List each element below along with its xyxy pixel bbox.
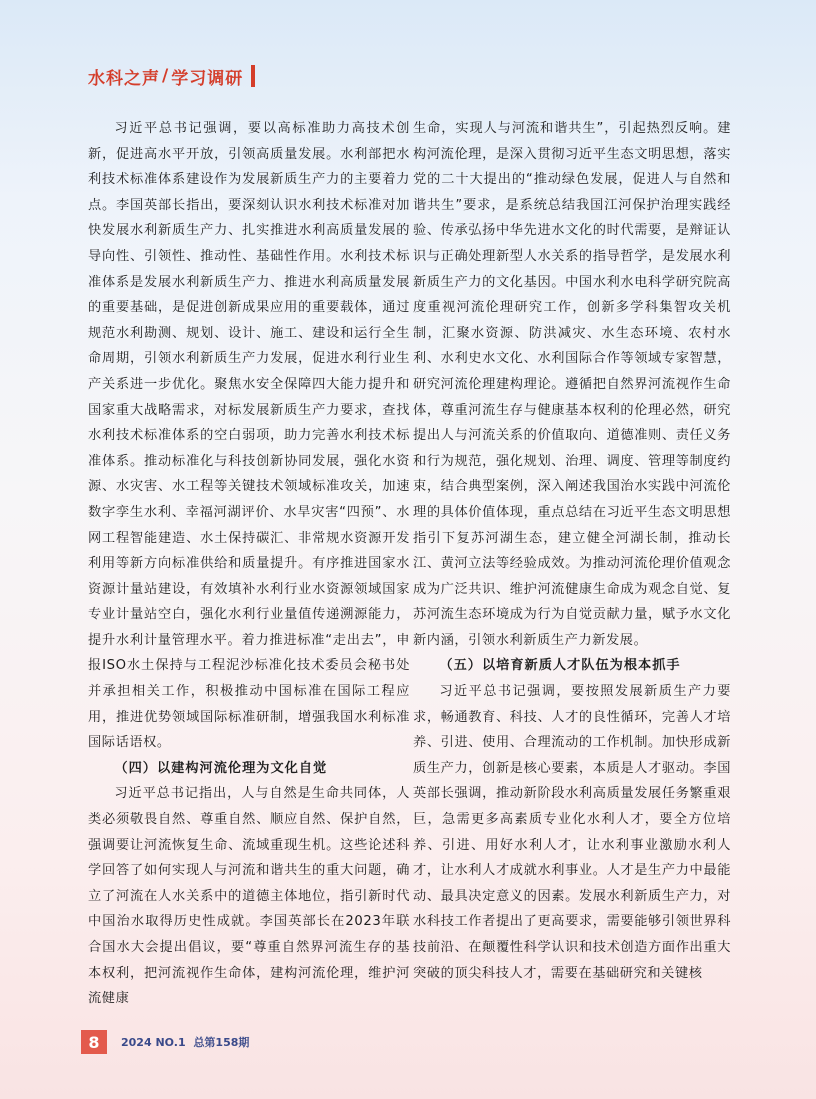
paragraph-standards: 习近平总书记强调，要以高标准助力高技术创新，促进高水平开放，引领高质量发展。水利部把水利技术标准体系建设作为发展新质生产力的主要着力点。李国英部长指出，要深刻认识水利技术标准对加快发展水利新质生产力、扎实推进水利高质量发展的导向性、引领性、推动性、基础性作用。水利技术标准体系是发展水利新质生产力、推进水利高质量发展的重要基础，是促进创新成果应用的重要载体，通过规范水利勘测、规划、设计、施工、建设和运行全生命周期，引领水利新质生产力发展，促进水利行业生产关系进一步优化。聚焦水安全保障四大能力提升和国家重大战略需求，对标发展新质生产力要求，查找水利技术标准体系的空白弱项，助力完善水利技术标准体系。推动标准化与科技创新协同发展，强化水资源、水灾害、水工程等关键技术领域标准攻关，加速数字孪生水利、幸福河湖评价、水旱灾害“四预”、水网工程智能建造、水土保持碳汇、非常规水资源开发利用等新方向标准供给和质量提升。有序推进国家水资源计量站建设，有效填补水利行业水资源领域国家专业计量站空白，强化水利行业量值传递溯源能力，提升水利计量管理水平。着力推进标准“走出去”，申报ISO水土保持与工程泥沙标准化技术委员会秘书处并承担相关工作，积极推动中国标准在国际工程应用，推进优势领域国际标准研制，增强我国水利标准国际话语权。 xyxy=(88,121,410,751)
heading-river-ethics: （四）以建构河流伦理为文化自觉 xyxy=(114,760,328,776)
year-issue: 2024 NO.1 xyxy=(121,1036,186,1049)
page-footer xyxy=(81,1030,253,1054)
section-name: 学习调研 xyxy=(171,68,244,89)
section-header xyxy=(88,63,255,89)
right-column xyxy=(413,116,731,986)
paragraph-river-ethics-continued: 生命，实现人与河流和谐共生”，引起热烈反响。建构河流伦理，是深入贯彻习近平生态文明思想，落实党的二十大提出的“推动绿色发展，促进人与自然和谐共生”要求，是系统总结我国江河保护治理实践经验、传承弘扬中华先进水文化的时代需要，是辩证认识与正确处理新型人水关系的指导哲学，是发展水利新质生产力的文化基因。中国水利水电科学研究院高度重视河流伦理研究工作，创新多学科集智攻关机制，汇聚水资源、防洪减灾、水生态环境、农村水利、水利史水文化、水利国际合作等领域专家智慧，研究河流伦理建构理论。遵循把自然界河流视作生命体，尊重河流生存与健康基本权利的伦理必然，研究提出人与河流关系的价值取向、道德准则、责任义务和行为规范，强化规划、治理、调度、管理等制度约束，结合典型案例，深入阐述我国治水实践中河流伦理的具体价值体现，重点总结在习近平生态文明思想指引下复苏河湖生态，建立健全河湖长制，推动长江、黄河立法等经验成效。为推动河流伦理价值观念成为广泛共识、维护河流健康生命成为观念自觉、复苏河流生态环境成为行为自觉贡献力量，赋予水文化新内涵，引领水利新质生产力新发展。 xyxy=(413,121,731,648)
total-issue: 总第158期 xyxy=(193,1036,250,1049)
paragraph-talent: 习近平总书记强调，要按照发展新质生产力要求，畅通教育、科技、人才的良性循环，完善人才培养、引进、使用、合理流动的工作机制。加快形成新质生产力，创新是核心要素，本质是人才驱动。李国英部长强调，推动新阶段水利高质量发展任务繁重艰巨，急需更多高素质专业化水利人才，要全方位培养、引进、用好水利人才，让水利事业激励水利人才，让水利人才成就水利事业。人才是生产力中最能动、最具决定意义的因素。发展水利新质生产力，对水科技工作者提出了更高要求，需要能够引领世界科技前沿、在颠覆性科学认识和技术创造方面作出重大突破的顶尖科技人才，需要在基础研究和关键核 xyxy=(413,684,731,981)
page-number: 8 xyxy=(81,1030,107,1054)
issue-info xyxy=(121,1034,253,1050)
left-column xyxy=(88,116,410,1012)
header-accent-bar xyxy=(251,65,255,87)
magazine-column-name: 水科之声 xyxy=(88,68,160,89)
paragraph-river-ethics: 习近平总书记指出，人与自然是生命共同体，人类必须敬畏自然、尊重自然、顺应自然、保护自然，强调要让河流恢复生命、流域重现生机。这些论述科学回答了如何实现人与河流和谐共生的重大问题，确立了河流在人水关系中的道德主体地位，指引新时代中国治水取得历史性成就。李国英部长在2023年联合国水大会提出倡议，要“尊重自然界河流生存的基本权利，把河流视作生命体，建构河流伦理，维护河流健康 xyxy=(88,786,410,1007)
header-separator: / xyxy=(162,66,170,86)
heading-talent: （五）以培育新质人才队伍为根本抓手 xyxy=(439,658,681,674)
